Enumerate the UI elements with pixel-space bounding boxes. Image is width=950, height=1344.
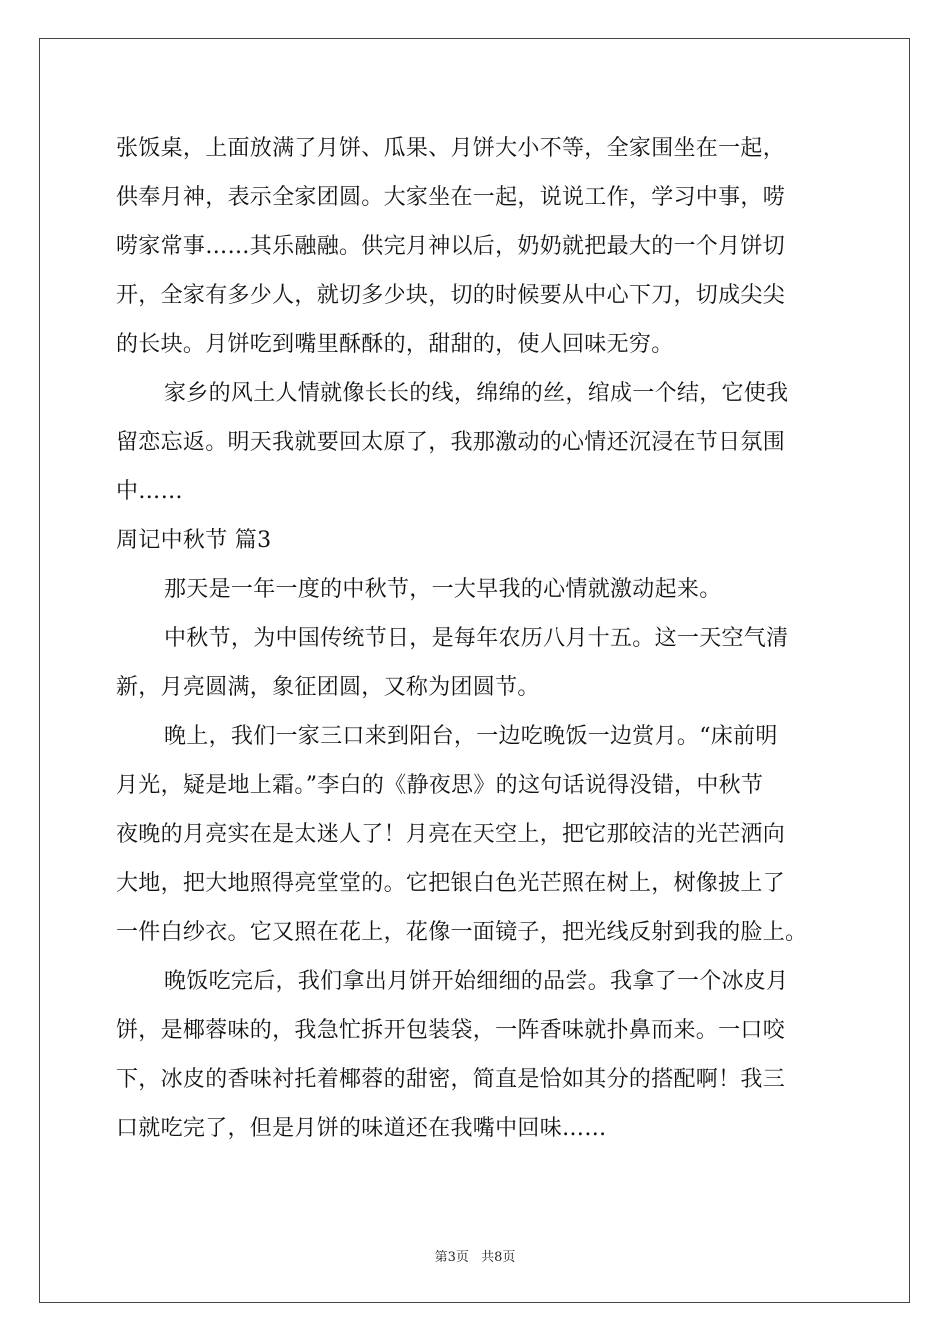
text-line: 夜晚的月亮实在是太迷人了！月亮在天空上，把它那皎洁的光芒洒向 xyxy=(116,822,786,847)
total-pages: 共8页 xyxy=(481,1250,516,1265)
text-line: 供奉月神，表示全家团圆。大家坐在一起，说说工作，学习中事，唠 xyxy=(116,185,786,210)
text-line: 一件白纱衣。它又照在花上，花像一面镜子，把光线反射到我的脸上。 xyxy=(116,920,808,945)
text-line: 中…… xyxy=(116,479,183,504)
text-line: 月光，疑是地上霜。”李白的《静夜思》的这句话说得没错，中秋节 xyxy=(116,773,764,798)
text-line: 家乡的风土人情就像长长的线，绵绵的丝，绾成一个结，它使我 xyxy=(164,381,789,406)
text-line: 的长块。月饼吃到嘴里酥酥的，甜甜的，使人回味无穷。 xyxy=(116,332,674,357)
text-line: 晚饭吃完后，我们拿出月饼开始细细的品尝。我拿了一个冰皮月 xyxy=(164,969,789,994)
text-line: 中秋节，为中国传统节日，是每年农历八月十五。这一天空气清 xyxy=(164,626,789,651)
section-heading: 周记中秋节 篇3 xyxy=(116,528,272,553)
document-body xyxy=(116,124,856,1153)
text-line: 留恋忘返。明天我就要回太原了，我那激动的心情还沉浸在节日氛围 xyxy=(116,430,786,455)
document-text xyxy=(116,124,856,1153)
text-line: 口就吃完了，但是月饼的味道还在我嘴中回味…… xyxy=(116,1116,607,1141)
page-number: 第3页 xyxy=(434,1250,469,1265)
text-line: 大地，把大地照得亮堂堂的。它把银白色光芒照在树上，树像披上了 xyxy=(116,871,786,896)
text-line: 那天是一年一度的中秋节，一大早我的心情就激动起来。 xyxy=(164,577,722,602)
text-line: 新，月亮圆满，象征团圆，又称为团圆节。 xyxy=(116,675,540,700)
text-line: 饼，是椰蓉味的，我急忙拆开包装袋，一阵香味就扑鼻而来。一口咬 xyxy=(116,1018,786,1043)
text-line: 下，冰皮的香味衬托着椰蓉的甜密，简直是恰如其分的搭配啊！我三 xyxy=(116,1067,786,1092)
text-line: 张饭桌，上面放满了月饼、瓜果、月饼大小不等，全家围坐在一起， xyxy=(116,136,786,161)
text-line: 唠家常事……其乐融融。供完月神以后，奶奶就把最大的一个月饼切 xyxy=(116,234,786,259)
text-line: 开，全家有多少人，就切多少块，切的时候要从中心下刀，切成尖尖 xyxy=(116,283,786,308)
text-line: 晚上，我们一家三口来到阳台，一边吃晚饭一边赏月。“床前明 xyxy=(164,724,778,749)
page-footer xyxy=(0,1246,950,1265)
